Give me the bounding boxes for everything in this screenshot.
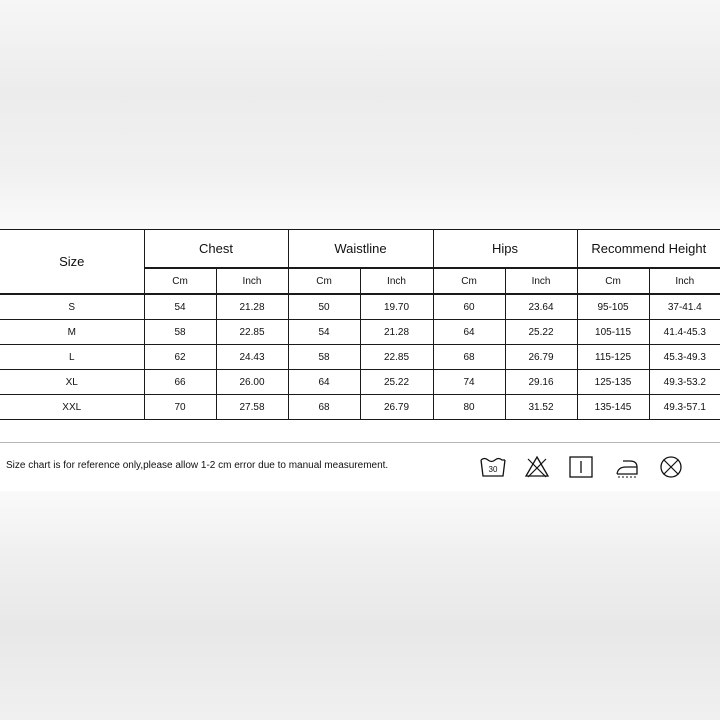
table-cell: 41.4-45.3 bbox=[649, 320, 720, 345]
table-cell: 26.79 bbox=[360, 395, 433, 420]
table-cell: 125-135 bbox=[577, 370, 649, 395]
table-cell: 74 bbox=[433, 370, 505, 395]
table-cell: 31.52 bbox=[505, 395, 577, 420]
table-cell: 80 bbox=[433, 395, 505, 420]
table-cell: 24.43 bbox=[216, 345, 288, 370]
unit-cell: Cm bbox=[144, 268, 216, 294]
table-cell: 62 bbox=[144, 345, 216, 370]
table-cell: 37-41.4 bbox=[649, 294, 720, 320]
table-cell: 26.79 bbox=[505, 345, 577, 370]
table-cell: 68 bbox=[433, 345, 505, 370]
table-cell: 29.16 bbox=[505, 370, 577, 395]
table-cell: 135-145 bbox=[577, 395, 649, 420]
size-cell: XL bbox=[0, 370, 144, 395]
table-cell: 49.3-53.2 bbox=[649, 370, 720, 395]
table-cell: 19.70 bbox=[360, 294, 433, 320]
header-waistline: Waistline bbox=[288, 230, 433, 269]
table-cell: 45.3-49.3 bbox=[649, 345, 720, 370]
unit-cell: Inch bbox=[360, 268, 433, 294]
header-size: Size bbox=[0, 230, 144, 295]
unit-cell: Inch bbox=[649, 268, 720, 294]
header-chest: Chest bbox=[144, 230, 288, 269]
table-cell: 58 bbox=[144, 320, 216, 345]
table-cell: 26.00 bbox=[216, 370, 288, 395]
header-hips: Hips bbox=[433, 230, 577, 269]
size-cell: L bbox=[0, 345, 144, 370]
table-cell: 60 bbox=[433, 294, 505, 320]
table-cell: 49.3-57.1 bbox=[649, 395, 720, 420]
unit-cell: Cm bbox=[288, 268, 360, 294]
header-row bbox=[0, 230, 720, 269]
table-cell: 50 bbox=[288, 294, 360, 320]
care-footer bbox=[0, 442, 720, 491]
table-cell: 58 bbox=[288, 345, 360, 370]
do-not-dry-clean-icon bbox=[658, 455, 684, 479]
size-cell: XXL bbox=[0, 395, 144, 420]
table-cell: 68 bbox=[288, 395, 360, 420]
size-chart-sheet bbox=[0, 229, 720, 491]
wash-temperature-label: 30 bbox=[488, 465, 498, 474]
table-cell: 25.22 bbox=[360, 370, 433, 395]
unit-cell: Cm bbox=[433, 268, 505, 294]
wash-30-icon bbox=[480, 455, 506, 479]
table-row bbox=[0, 395, 720, 420]
background-top bbox=[0, 0, 720, 230]
background-bottom bbox=[0, 490, 720, 720]
table-row bbox=[0, 370, 720, 395]
table-row bbox=[0, 320, 720, 345]
tumble-dry-icon bbox=[568, 455, 594, 479]
table-cell: 27.58 bbox=[216, 395, 288, 420]
table-cell: 66 bbox=[144, 370, 216, 395]
table-row bbox=[0, 345, 720, 370]
table-cell: 21.28 bbox=[360, 320, 433, 345]
do-not-bleach-icon bbox=[524, 455, 550, 479]
table-cell: 70 bbox=[144, 395, 216, 420]
iron-icon bbox=[614, 455, 640, 479]
size-cell: S bbox=[0, 294, 144, 320]
unit-cell: Cm bbox=[577, 268, 649, 294]
table-cell: 54 bbox=[288, 320, 360, 345]
size-table bbox=[0, 229, 720, 420]
table-cell: 22.85 bbox=[216, 320, 288, 345]
table-row bbox=[0, 294, 720, 320]
measurement-note: Size chart is for reference only,please allow 1-2 cm error due to manual measurement. bbox=[6, 460, 389, 471]
header-recommend-height: Recommend Height bbox=[577, 230, 720, 269]
table-cell: 105-115 bbox=[577, 320, 649, 345]
size-cell: M bbox=[0, 320, 144, 345]
table-cell: 115-125 bbox=[577, 345, 649, 370]
table-cell: 95-105 bbox=[577, 294, 649, 320]
table-cell: 22.85 bbox=[360, 345, 433, 370]
table-cell: 64 bbox=[288, 370, 360, 395]
table-cell: 23.64 bbox=[505, 294, 577, 320]
table-cell: 54 bbox=[144, 294, 216, 320]
table-cell: 64 bbox=[433, 320, 505, 345]
unit-cell: Inch bbox=[505, 268, 577, 294]
table-cell: 25.22 bbox=[505, 320, 577, 345]
table-cell: 21.28 bbox=[216, 294, 288, 320]
unit-cell: Inch bbox=[216, 268, 288, 294]
